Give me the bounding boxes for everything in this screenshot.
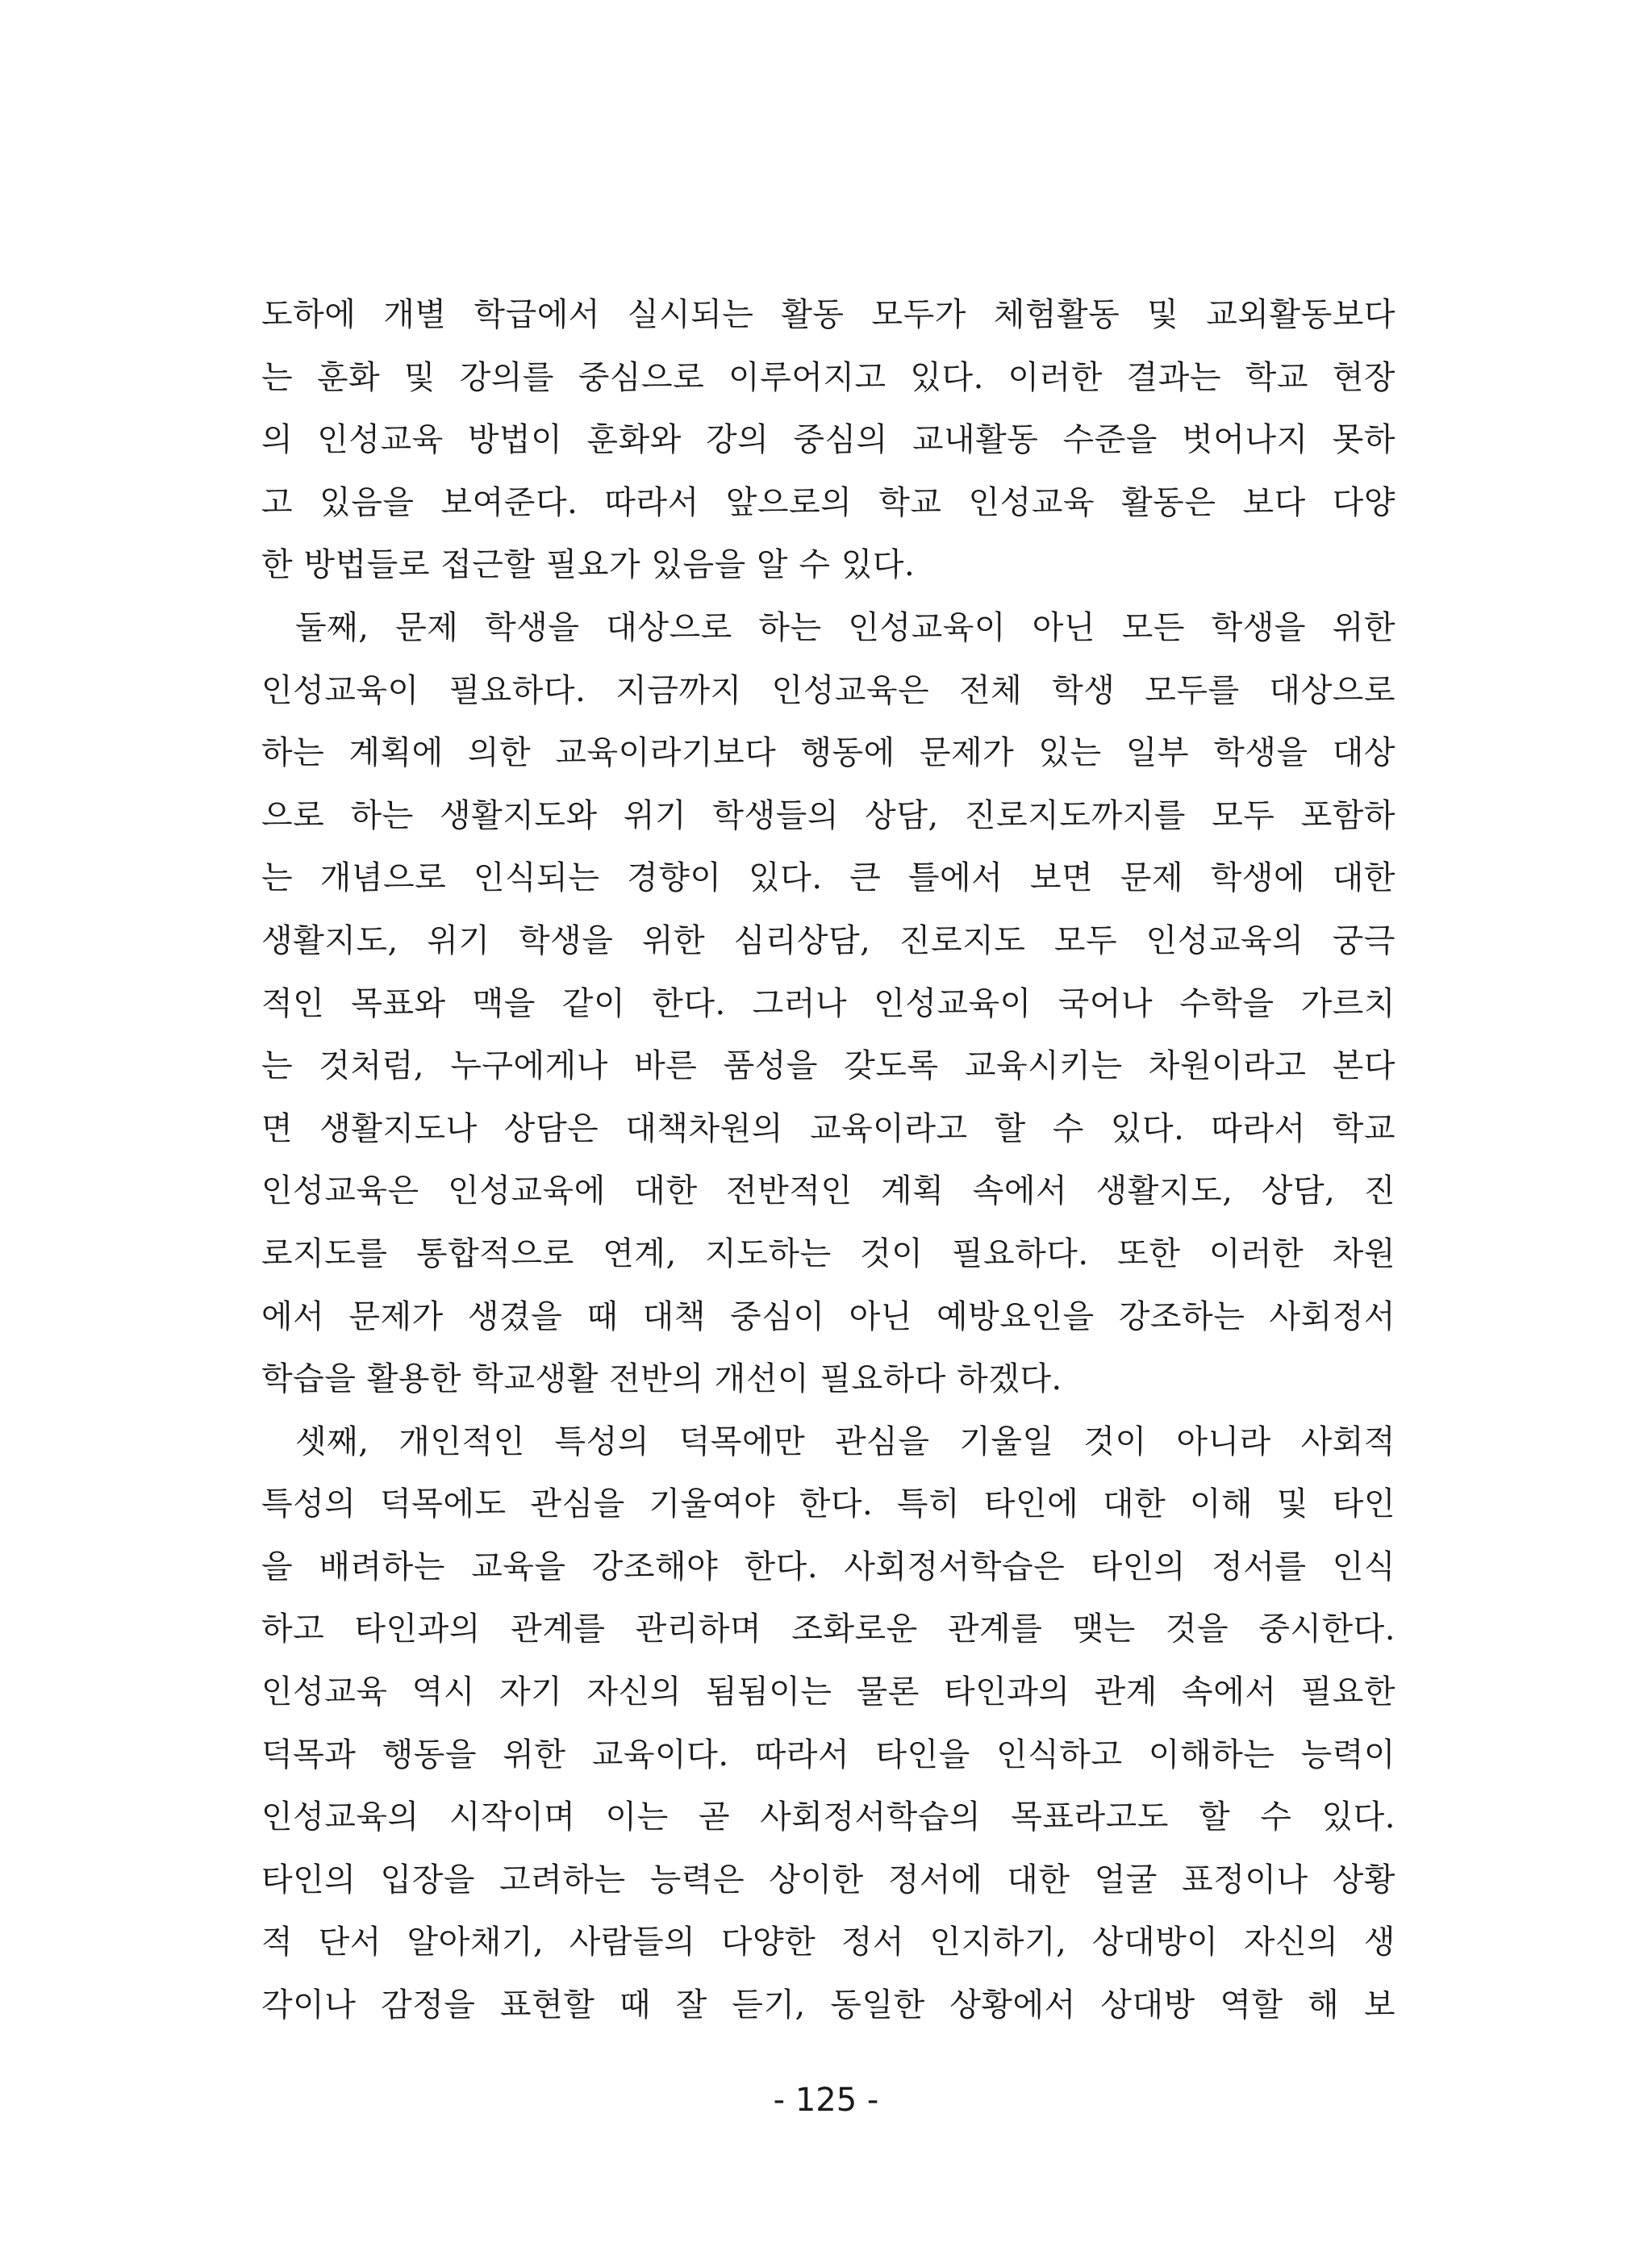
text-line: 타인의 입장을 고려하는 능력은 상이한 정서에 대한 얼굴 표정이나 상황 xyxy=(261,1861,1395,1899)
text-line: 학습을 활용한 학교생활 전반의 개선이 필요하다 하겠다. xyxy=(261,1360,1062,1398)
text-line: 적인 목표와 맥을 같이 한다. 그러나 인성교육이 국어나 수학을 가르치 xyxy=(261,984,1395,1022)
paragraph-start-second: 둘째, 문제 학생을 대상으로 하는 인성교육이 아닌 모든 학생을 위한 xyxy=(295,608,1395,646)
text-line: 면 생활지도나 상담은 대책차원의 교육이라고 할 수 있다. 따라서 학교 xyxy=(261,1109,1395,1147)
body-text xyxy=(261,284,1395,2037)
text-line: 인성교육은 인성교육에 대한 전반적인 계획 속에서 생활지도, 상담, 진 xyxy=(261,1172,1395,1210)
text-line: 인성교육의 시작이며 이는 곧 사회정서학습의 목표라고도 할 수 있다. xyxy=(261,1798,1395,1836)
text-line: 적 단서 알아채기, 사람들의 다양한 정서 인지하기, 상대방이 자신의 생 xyxy=(261,1924,1395,1961)
text-line: 하고 타인과의 관계를 관리하며 조화로운 관계를 맺는 것을 중시한다. xyxy=(261,1610,1395,1648)
text-line: 로지도를 통합적으로 연계, 지도하는 것이 필요하다. 또한 이러한 차원 xyxy=(261,1234,1395,1272)
text-line: 는 훈화 및 강의를 중심으로 이루어지고 있다. 이러한 결과는 학교 현장 xyxy=(261,358,1395,396)
paragraph-start-third: 셋째, 개인적인 특성의 덕목에만 관심을 기울일 것이 아니라 사회적 xyxy=(295,1422,1395,1460)
text-line: 인성교육이 필요하다. 지금까지 인성교육은 전체 학생 모두를 대상으로 xyxy=(261,671,1395,709)
text-line: 특성의 덕목에도 관심을 기울여야 한다. 특히 타인에 대한 이해 및 타인 xyxy=(261,1485,1395,1523)
text-line: 에서 문제가 생겼을 때 대책 중심이 아닌 예방요인을 강조하는 사회정서 xyxy=(261,1297,1395,1335)
page-number: - 125 - xyxy=(773,2082,879,2119)
text-line: 으로 하는 생활지도와 위기 학생들의 상담, 진로지도까지를 모두 포함하 xyxy=(261,796,1395,834)
text-line: 인성교육 역시 자기 자신의 됨됨이는 물론 타인과의 관계 속에서 필요한 xyxy=(261,1673,1395,1711)
text-line: 는 것처럼, 누구에게나 바른 품성을 갖도록 교육시키는 차원이라고 본다 xyxy=(261,1047,1395,1085)
text-line: 한 방법들로 접근할 필요가 있음을 알 수 있다. xyxy=(261,546,916,584)
text-line: 을 배려하는 교육을 강조해야 한다. 사회정서학습은 타인의 정서를 인식 xyxy=(261,1548,1395,1585)
text-line: 생활지도, 위기 학생을 위한 심리상담, 진로지도 모두 인성교육의 궁극 xyxy=(261,921,1395,959)
text-line: 덕목과 행동을 위한 교육이다. 따라서 타인을 인식하고 이해하는 능력이 xyxy=(261,1736,1395,1773)
text-line: 고 있음을 보여준다. 따라서 앞으로의 학교 인성교육 활동은 보다 다양 xyxy=(261,483,1395,521)
text-line: 도하에 개별 학급에서 실시되는 활동 모두가 체험활동 및 교외활동보다 xyxy=(261,296,1395,333)
text-line: 는 개념으로 인식되는 경향이 있다. 큰 틀에서 보면 문제 학생에 대한 xyxy=(261,859,1395,897)
text-line: 의 인성교육 방법이 훈화와 강의 중심의 교내활동 수준을 벗어나지 못하 xyxy=(261,421,1395,459)
text-line: 하는 계획에 의한 교육이라기보다 행동에 문제가 있는 일부 학생을 대상 xyxy=(261,734,1395,772)
text-line: 각이나 감정을 표현할 때 잘 듣기, 동일한 상황에서 상대방 역할 해 보 xyxy=(261,1986,1395,2024)
